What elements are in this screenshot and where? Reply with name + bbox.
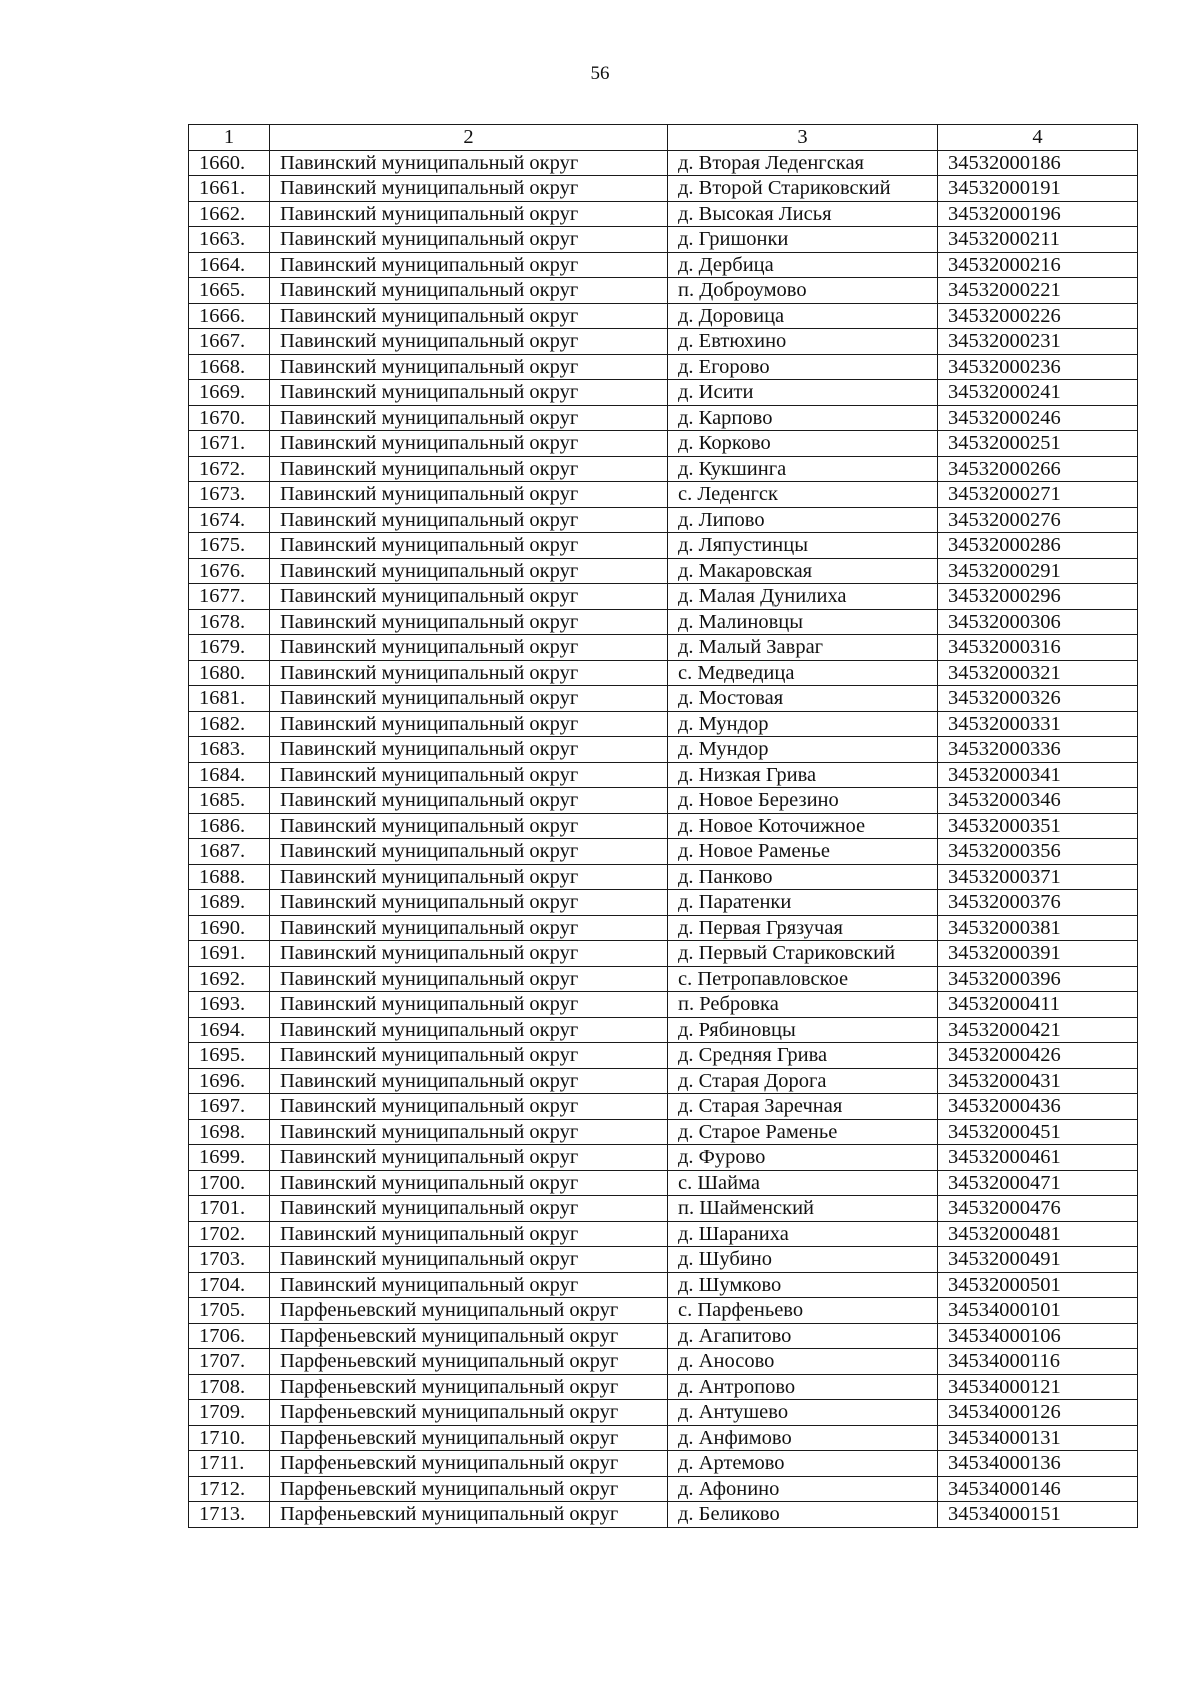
row-number-cell: 1706. xyxy=(189,1323,270,1349)
table-row xyxy=(189,1119,1138,1145)
settlement-cell: д. Старая Дорога xyxy=(668,1068,938,1094)
municipality-cell: Павинский муниципальный округ xyxy=(270,1196,668,1222)
row-number-cell: 1690. xyxy=(189,915,270,941)
table-header-row xyxy=(189,125,1138,151)
oktmo-code-cell: 34532000231 xyxy=(938,329,1138,355)
settlement-cell: д. Панково xyxy=(668,864,938,890)
row-number-cell: 1673. xyxy=(189,482,270,508)
settlement-cell: д. Евтюхино xyxy=(668,329,938,355)
table-row xyxy=(189,737,1138,763)
oktmo-code-cell: 34532000336 xyxy=(938,737,1138,763)
oktmo-code-cell: 34532000321 xyxy=(938,660,1138,686)
settlement-cell: д. Липово xyxy=(668,507,938,533)
row-number-cell: 1679. xyxy=(189,635,270,661)
row-number-cell: 1695. xyxy=(189,1043,270,1069)
municipality-cell: Парфеньевский муниципальный округ xyxy=(270,1502,668,1528)
municipality-cell: Парфеньевский муниципальный округ xyxy=(270,1476,668,1502)
table-row xyxy=(189,558,1138,584)
municipality-cell: Павинский муниципальный округ xyxy=(270,380,668,406)
settlement-cell: д. Шараниха xyxy=(668,1221,938,1247)
oktmo-code-cell: 34532000331 xyxy=(938,711,1138,737)
oktmo-code-cell: 34532000276 xyxy=(938,507,1138,533)
row-number-cell: 1666. xyxy=(189,303,270,329)
oktmo-code-cell: 34534000101 xyxy=(938,1298,1138,1324)
oktmo-code-cell: 34534000126 xyxy=(938,1400,1138,1426)
municipality-cell: Парфеньевский муниципальный округ xyxy=(270,1323,668,1349)
table-row xyxy=(189,1145,1138,1171)
row-number-cell: 1689. xyxy=(189,890,270,916)
table-body xyxy=(189,150,1138,1527)
municipality-cell: Павинский муниципальный округ xyxy=(270,201,668,227)
oktmo-code-cell: 34532000421 xyxy=(938,1017,1138,1043)
oktmo-code-cell: 34532000341 xyxy=(938,762,1138,788)
row-number-cell: 1688. xyxy=(189,864,270,890)
column-header-3: 3 xyxy=(668,125,938,151)
municipality-cell: Павинский муниципальный округ xyxy=(270,1119,668,1145)
municipality-cell: Парфеньевский муниципальный округ xyxy=(270,1349,668,1375)
table-row xyxy=(189,1323,1138,1349)
oktmo-code-cell: 34532000266 xyxy=(938,456,1138,482)
column-header-1: 1 xyxy=(189,125,270,151)
municipality-cell: Павинский муниципальный округ xyxy=(270,329,668,355)
table-row xyxy=(189,813,1138,839)
row-number-cell: 1691. xyxy=(189,941,270,967)
table-row xyxy=(189,762,1138,788)
municipality-cell: Павинский муниципальный округ xyxy=(270,1221,668,1247)
table-row xyxy=(189,329,1138,355)
table-row xyxy=(189,380,1138,406)
table-row xyxy=(189,431,1138,457)
row-number-cell: 1694. xyxy=(189,1017,270,1043)
oktmo-code-cell: 34532000371 xyxy=(938,864,1138,890)
oktmo-code-cell: 34532000436 xyxy=(938,1094,1138,1120)
settlement-cell: д. Высокая Лисья xyxy=(668,201,938,227)
row-number-cell: 1672. xyxy=(189,456,270,482)
settlement-cell: д. Старое Раменье xyxy=(668,1119,938,1145)
row-number-cell: 1668. xyxy=(189,354,270,380)
municipality-cell: Павинский муниципальный округ xyxy=(270,609,668,635)
municipality-cell: Павинский муниципальный округ xyxy=(270,507,668,533)
municipality-cell: Павинский муниципальный округ xyxy=(270,915,668,941)
table-row xyxy=(189,915,1138,941)
oktmo-code-cell: 34532000306 xyxy=(938,609,1138,635)
settlement-cell: д. Вторая Леденгская xyxy=(668,150,938,176)
oktmo-code-cell: 34532000271 xyxy=(938,482,1138,508)
municipality-cell: Павинский муниципальный округ xyxy=(270,660,668,686)
municipality-cell: Павинский муниципальный округ xyxy=(270,1247,668,1273)
table-row xyxy=(189,507,1138,533)
oktmo-code-cell: 34532000286 xyxy=(938,533,1138,559)
municipality-cell: Павинский муниципальный округ xyxy=(270,584,668,610)
settlement-cell: д. Макаровская xyxy=(668,558,938,584)
municipality-cell: Павинский муниципальный округ xyxy=(270,354,668,380)
table-row xyxy=(189,405,1138,431)
municipality-cell: Павинский муниципальный округ xyxy=(270,1170,668,1196)
row-number-cell: 1663. xyxy=(189,227,270,253)
municipality-cell: Павинский муниципальный округ xyxy=(270,1068,668,1094)
table-row xyxy=(189,278,1138,304)
settlement-cell: д. Гришонки xyxy=(668,227,938,253)
settlement-cell: п. Доброумово xyxy=(668,278,938,304)
oktmo-code-cell: 34532000291 xyxy=(938,558,1138,584)
table-row xyxy=(189,1068,1138,1094)
municipality-cell: Павинский муниципальный округ xyxy=(270,711,668,737)
oktmo-code-cell: 34532000476 xyxy=(938,1196,1138,1222)
settlement-cell: д. Рябиновцы xyxy=(668,1017,938,1043)
oktmo-code-cell: 34532000236 xyxy=(938,354,1138,380)
row-number-cell: 1683. xyxy=(189,737,270,763)
municipality-cell: Павинский муниципальный округ xyxy=(270,150,668,176)
settlement-cell: д. Второй Стариковский xyxy=(668,176,938,202)
oktmo-code-cell: 34532000426 xyxy=(938,1043,1138,1069)
municipality-cell: Павинский муниципальный округ xyxy=(270,1043,668,1069)
row-number-cell: 1669. xyxy=(189,380,270,406)
table-row xyxy=(189,1502,1138,1528)
municipality-cell: Павинский муниципальный округ xyxy=(270,890,668,916)
municipality-cell: Павинский муниципальный округ xyxy=(270,227,668,253)
municipality-cell: Павинский муниципальный округ xyxy=(270,788,668,814)
settlement-cell: д. Старая Заречная xyxy=(668,1094,938,1120)
row-number-cell: 1698. xyxy=(189,1119,270,1145)
municipality-cell: Павинский муниципальный округ xyxy=(270,405,668,431)
settlement-cell: с. Леденгск xyxy=(668,482,938,508)
municipality-cell: Павинский муниципальный округ xyxy=(270,1272,668,1298)
municipality-cell: Павинский муниципальный округ xyxy=(270,303,668,329)
settlement-cell: д. Новое Раменье xyxy=(668,839,938,865)
table-row xyxy=(189,966,1138,992)
column-header-2: 2 xyxy=(270,125,668,151)
row-number-cell: 1682. xyxy=(189,711,270,737)
row-number-cell: 1711. xyxy=(189,1451,270,1477)
settlement-cell: с. Шайма xyxy=(668,1170,938,1196)
settlement-cell: д. Первый Стариковский xyxy=(668,941,938,967)
municipality-cell: Павинский муниципальный округ xyxy=(270,1094,668,1120)
oktmo-code-cell: 34532000326 xyxy=(938,686,1138,712)
oktmo-code-cell: 34532000481 xyxy=(938,1221,1138,1247)
settlement-cell: д. Новое Коточижное xyxy=(668,813,938,839)
municipality-cell: Парфеньевский муниципальный округ xyxy=(270,1374,668,1400)
row-number-cell: 1693. xyxy=(189,992,270,1018)
settlement-cell: д. Беликово xyxy=(668,1502,938,1528)
row-number-cell: 1687. xyxy=(189,839,270,865)
municipality-cell: Павинский муниципальный округ xyxy=(270,482,668,508)
row-number-cell: 1675. xyxy=(189,533,270,559)
oktmo-code-cell: 34532000431 xyxy=(938,1068,1138,1094)
row-number-cell: 1685. xyxy=(189,788,270,814)
row-number-cell: 1700. xyxy=(189,1170,270,1196)
settlement-cell: д. Дербица xyxy=(668,252,938,278)
table-row xyxy=(189,482,1138,508)
table-row xyxy=(189,1094,1138,1120)
table-row xyxy=(189,303,1138,329)
municipality-cell: Павинский муниципальный округ xyxy=(270,533,668,559)
municipality-cell: Павинский муниципальный округ xyxy=(270,278,668,304)
oktmo-code-cell: 34534000131 xyxy=(938,1425,1138,1451)
municipality-cell: Павинский муниципальный округ xyxy=(270,762,668,788)
municipality-cell: Павинский муниципальный округ xyxy=(270,966,668,992)
settlement-cell: д. Афонино xyxy=(668,1476,938,1502)
oktmo-code-cell: 34532000221 xyxy=(938,278,1138,304)
row-number-cell: 1671. xyxy=(189,431,270,457)
municipality-cell: Павинский муниципальный округ xyxy=(270,941,668,967)
table-row xyxy=(189,354,1138,380)
table-row xyxy=(189,1476,1138,1502)
settlement-cell: с. Петропавловское xyxy=(668,966,938,992)
settlement-cell: с. Парфеньево xyxy=(668,1298,938,1324)
table-row xyxy=(189,1043,1138,1069)
settlement-cell: п. Шайменский xyxy=(668,1196,938,1222)
row-number-cell: 1676. xyxy=(189,558,270,584)
row-number-cell: 1701. xyxy=(189,1196,270,1222)
settlement-cell: д. Фурово xyxy=(668,1145,938,1171)
row-number-cell: 1661. xyxy=(189,176,270,202)
settlement-cell: д. Мундор xyxy=(668,737,938,763)
oktmo-code-cell: 34532000191 xyxy=(938,176,1138,202)
settlement-cell: д. Мундор xyxy=(668,711,938,737)
settlement-cell: д. Мостовая xyxy=(668,686,938,712)
row-number-cell: 1707. xyxy=(189,1349,270,1375)
settlement-cell: д. Кукшинга xyxy=(668,456,938,482)
table-row xyxy=(189,609,1138,635)
table-row xyxy=(189,456,1138,482)
row-number-cell: 1713. xyxy=(189,1502,270,1528)
row-number-cell: 1681. xyxy=(189,686,270,712)
municipality-cell: Павинский муниципальный округ xyxy=(270,635,668,661)
municipality-cell: Павинский муниципальный округ xyxy=(270,558,668,584)
row-number-cell: 1703. xyxy=(189,1247,270,1273)
settlement-cell: д. Антушево xyxy=(668,1400,938,1426)
table-row xyxy=(189,1170,1138,1196)
table-row xyxy=(189,150,1138,176)
row-number-cell: 1662. xyxy=(189,201,270,227)
row-number-cell: 1697. xyxy=(189,1094,270,1120)
row-number-cell: 1678. xyxy=(189,609,270,635)
settlement-cell: с. Медведица xyxy=(668,660,938,686)
oktmo-code-cell: 34532000461 xyxy=(938,1145,1138,1171)
oktmo-code-cell: 34532000211 xyxy=(938,227,1138,253)
municipality-cell: Парфеньевский муниципальный округ xyxy=(270,1298,668,1324)
oktmo-code-cell: 34532000501 xyxy=(938,1272,1138,1298)
settlement-cell: д. Малиновцы xyxy=(668,609,938,635)
row-number-cell: 1702. xyxy=(189,1221,270,1247)
row-number-cell: 1665. xyxy=(189,278,270,304)
settlement-cell: д. Низкая Грива xyxy=(668,762,938,788)
table-row xyxy=(189,941,1138,967)
row-number-cell: 1712. xyxy=(189,1476,270,1502)
municipality-cell: Парфеньевский муниципальный округ xyxy=(270,1451,668,1477)
row-number-cell: 1670. xyxy=(189,405,270,431)
settlement-cell: д. Первая Грязучая xyxy=(668,915,938,941)
settlement-cell: д. Шумково xyxy=(668,1272,938,1298)
table-row xyxy=(189,1221,1138,1247)
municipality-cell: Павинский муниципальный округ xyxy=(270,839,668,865)
settlement-cell: д. Доровица xyxy=(668,303,938,329)
row-number-cell: 1705. xyxy=(189,1298,270,1324)
table-row xyxy=(189,227,1138,253)
table-row xyxy=(189,1451,1138,1477)
row-number-cell: 1680. xyxy=(189,660,270,686)
oktmo-code-cell: 34532000491 xyxy=(938,1247,1138,1273)
settlements-table xyxy=(188,124,1138,1528)
settlement-cell: д. Корково xyxy=(668,431,938,457)
municipality-cell: Парфеньевский муниципальный округ xyxy=(270,1425,668,1451)
page-number: 56 xyxy=(590,63,610,84)
municipality-cell: Павинский муниципальный округ xyxy=(270,252,668,278)
oktmo-code-cell: 34532000226 xyxy=(938,303,1138,329)
oktmo-code-cell: 34532000241 xyxy=(938,380,1138,406)
settlement-cell: д. Артемово xyxy=(668,1451,938,1477)
oktmo-code-cell: 34532000186 xyxy=(938,150,1138,176)
row-number-cell: 1708. xyxy=(189,1374,270,1400)
settlement-cell: д. Средняя Грива xyxy=(668,1043,938,1069)
row-number-cell: 1696. xyxy=(189,1068,270,1094)
oktmo-code-cell: 34534000136 xyxy=(938,1451,1138,1477)
row-number-cell: 1704. xyxy=(189,1272,270,1298)
municipality-cell: Парфеньевский муниципальный округ xyxy=(270,1400,668,1426)
oktmo-code-cell: 34532000251 xyxy=(938,431,1138,457)
row-number-cell: 1699. xyxy=(189,1145,270,1171)
table-row xyxy=(189,864,1138,890)
oktmo-code-cell: 34532000396 xyxy=(938,966,1138,992)
row-number-cell: 1686. xyxy=(189,813,270,839)
municipality-cell: Павинский муниципальный округ xyxy=(270,864,668,890)
table-row xyxy=(189,635,1138,661)
row-number-cell: 1684. xyxy=(189,762,270,788)
table-row xyxy=(189,660,1138,686)
municipality-cell: Павинский муниципальный округ xyxy=(270,737,668,763)
oktmo-code-cell: 34534000116 xyxy=(938,1349,1138,1375)
settlement-cell: д. Егорово xyxy=(668,354,938,380)
table-row xyxy=(189,533,1138,559)
table-row xyxy=(189,1247,1138,1273)
row-number-cell: 1710. xyxy=(189,1425,270,1451)
table-row xyxy=(189,1425,1138,1451)
settlement-cell: д. Анфимово xyxy=(668,1425,938,1451)
row-number-cell: 1692. xyxy=(189,966,270,992)
row-number-cell: 1674. xyxy=(189,507,270,533)
table-row xyxy=(189,1298,1138,1324)
oktmo-code-cell: 34532000216 xyxy=(938,252,1138,278)
table-row xyxy=(189,686,1138,712)
settlement-cell: д. Карпово xyxy=(668,405,938,431)
table-row xyxy=(189,1400,1138,1426)
oktmo-code-cell: 34532000356 xyxy=(938,839,1138,865)
settlement-cell: д. Новое Березино xyxy=(668,788,938,814)
oktmo-code-cell: 34532000391 xyxy=(938,941,1138,967)
municipality-cell: Павинский муниципальный округ xyxy=(270,1017,668,1043)
settlement-cell: д. Аносово xyxy=(668,1349,938,1375)
row-number-cell: 1664. xyxy=(189,252,270,278)
municipality-cell: Павинский муниципальный округ xyxy=(270,1145,668,1171)
settlement-cell: п. Ребровка xyxy=(668,992,938,1018)
table-row xyxy=(189,992,1138,1018)
column-header-4: 4 xyxy=(938,125,1138,151)
table-row xyxy=(189,201,1138,227)
table-row xyxy=(189,1374,1138,1400)
oktmo-code-cell: 34532000451 xyxy=(938,1119,1138,1145)
oktmo-code-cell: 34532000246 xyxy=(938,405,1138,431)
oktmo-code-cell: 34532000196 xyxy=(938,201,1138,227)
table-row xyxy=(189,1017,1138,1043)
table-row xyxy=(189,584,1138,610)
table-row xyxy=(189,252,1138,278)
oktmo-code-cell: 34532000411 xyxy=(938,992,1138,1018)
table-row xyxy=(189,1196,1138,1222)
settlement-cell: д. Малая Дунилиха xyxy=(668,584,938,610)
oktmo-code-cell: 34532000316 xyxy=(938,635,1138,661)
municipality-cell: Павинский муниципальный округ xyxy=(270,431,668,457)
table-row xyxy=(189,711,1138,737)
row-number-cell: 1660. xyxy=(189,150,270,176)
oktmo-code-cell: 34534000121 xyxy=(938,1374,1138,1400)
municipality-cell: Павинский муниципальный округ xyxy=(270,456,668,482)
row-number-cell: 1677. xyxy=(189,584,270,610)
settlement-cell: д. Шубино xyxy=(668,1247,938,1273)
table-row xyxy=(189,1272,1138,1298)
municipality-cell: Павинский муниципальный округ xyxy=(270,176,668,202)
oktmo-code-cell: 34532000346 xyxy=(938,788,1138,814)
municipality-cell: Павинский муниципальный округ xyxy=(270,813,668,839)
municipality-cell: Павинский муниципальный округ xyxy=(270,992,668,1018)
oktmo-code-cell: 34532000351 xyxy=(938,813,1138,839)
oktmo-code-cell: 34532000376 xyxy=(938,890,1138,916)
municipality-cell: Павинский муниципальный округ xyxy=(270,686,668,712)
settlement-cell: д. Агапитово xyxy=(668,1323,938,1349)
settlement-cell: д. Антропово xyxy=(668,1374,938,1400)
oktmo-code-cell: 34534000151 xyxy=(938,1502,1138,1528)
oktmo-code-cell: 34532000296 xyxy=(938,584,1138,610)
settlement-cell: д. Исити xyxy=(668,380,938,406)
table-row xyxy=(189,788,1138,814)
table-row xyxy=(189,1349,1138,1375)
settlement-cell: д. Паратенки xyxy=(668,890,938,916)
table-row xyxy=(189,176,1138,202)
row-number-cell: 1667. xyxy=(189,329,270,355)
table-row xyxy=(189,890,1138,916)
settlement-cell: д. Ляпустинцы xyxy=(668,533,938,559)
row-number-cell: 1709. xyxy=(189,1400,270,1426)
oktmo-code-cell: 34534000106 xyxy=(938,1323,1138,1349)
oktmo-code-cell: 34534000146 xyxy=(938,1476,1138,1502)
table-row xyxy=(189,839,1138,865)
oktmo-code-cell: 34532000381 xyxy=(938,915,1138,941)
settlement-cell: д. Малый Завраг xyxy=(668,635,938,661)
oktmo-code-cell: 34532000471 xyxy=(938,1170,1138,1196)
